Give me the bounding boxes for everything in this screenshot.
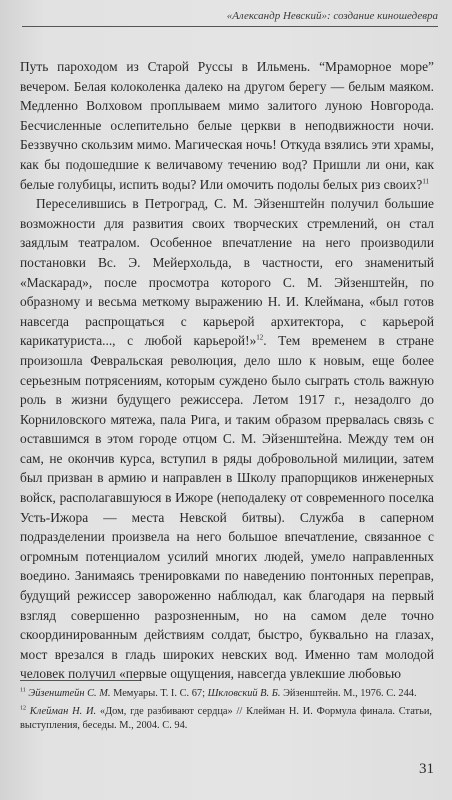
footnote-text: Мемуары. Т. I. С. 67; bbox=[110, 688, 208, 699]
body-paragraph bbox=[20, 194, 434, 684]
body-text-part-1: Переселившись в Петроград, С. М. Эйзенштейн получил большие возможности для развития своих творческих стремлений, он стал заядлым театралом. Особенное впечатление на него производили постановки Вс. Э. Мейерхольда, в частности, его знаменитый «Маскарад», после просмотра которого С. М. Эйзенштейн, по образному и весьма меткому выражению Н. И. Клеймана, «был готов навсегда распрощаться с карьерой архитектора, с карьерой карикатуриста..., с любой карьерой!» bbox=[20, 196, 434, 349]
footnotes bbox=[20, 680, 432, 737]
quote-text: Путь пароходом из Старой Руссы в Ильмень. “Мраморное море” вечером. Белая колоколенка далеко на другом берегу — белым маяком. Медленно Волховом проплываем мимо залитого луною Новгорода. Бесчисленные ослепительно белые церкви в неподвижности ночи. Беззвучно скользим мимо. Магическая ночь! Откуда взялись эти храмы, как бы подошедшие к величавому течению вод? Пришли ли они, как белые голубицы, испить воды? Или омочить подолы белых риз своих? bbox=[20, 59, 434, 192]
footnote-divider bbox=[20, 680, 140, 681]
footnote-author: Эйзенштейн С. М. bbox=[28, 688, 111, 699]
page-number: 31 bbox=[419, 761, 434, 777]
footnote-ref-11[interactable]: 11 bbox=[422, 177, 430, 186]
footnote-ref-12[interactable]: 12 bbox=[256, 333, 264, 342]
footnote-number: 11 bbox=[20, 687, 26, 694]
footnote-author: Клейман Н. И. bbox=[29, 706, 97, 717]
footnote-11 bbox=[20, 687, 432, 701]
footnote-text: «Дом, где разбивают сердца» // Клейман Н. И. Формула финала. Статьи, выступления, беседы. М., 2004. С. 94. bbox=[20, 706, 432, 731]
footnote-12 bbox=[20, 705, 432, 733]
body-text-part-2: . Тем временем в стране произошла Февральская революция, дело шло к новым, еще более серьезным потрясениям, которым суждено было сыграть столь важную роль в жизни будущего режиссера. Летом 1917 г., незадолго до Корниловского мятежа, пала Рига, и таким образом прервалась связь с оставшимся в этом городе отцом С. М. Эйзенштейна. Между тем он сам, не окончив курса, вступил в ряды добровольной милиции, затем был призван в армию и направлен в Школу прапорщиков инженерных войск, располагавшуюся в Ижоре (неподалеку от современного поселка Усть-Ижора — места Невской битвы). Служба в саперном подразделении произвела на него большое впечатление, связанное с огромным потенциалом усилий многих людей, умело направленных воедино. Занимаясь тренировками по наведению понтонных переправ, будущий режиссер завороженно наблюдал, как благодаря на первый взгляд совершенно разрозненным, но на самом деле точно скоординированным действиям солдат, быстро, буквально на глазах, мост врезался в гладь широких невских вод. Именно там молодой человек получил «первые ощущения, навсегда увлекшие любовью bbox=[20, 333, 434, 682]
running-head: «Александр Невский»: создание киношедевра bbox=[22, 10, 438, 27]
footnote-author: Шкловский В. Б. bbox=[207, 688, 281, 699]
main-text bbox=[20, 57, 434, 684]
footnote-text: Эйзенштейн. М., 1976. С. 244. bbox=[280, 688, 417, 699]
footnote-number: 12 bbox=[20, 705, 26, 712]
quote-paragraph bbox=[20, 57, 434, 194]
